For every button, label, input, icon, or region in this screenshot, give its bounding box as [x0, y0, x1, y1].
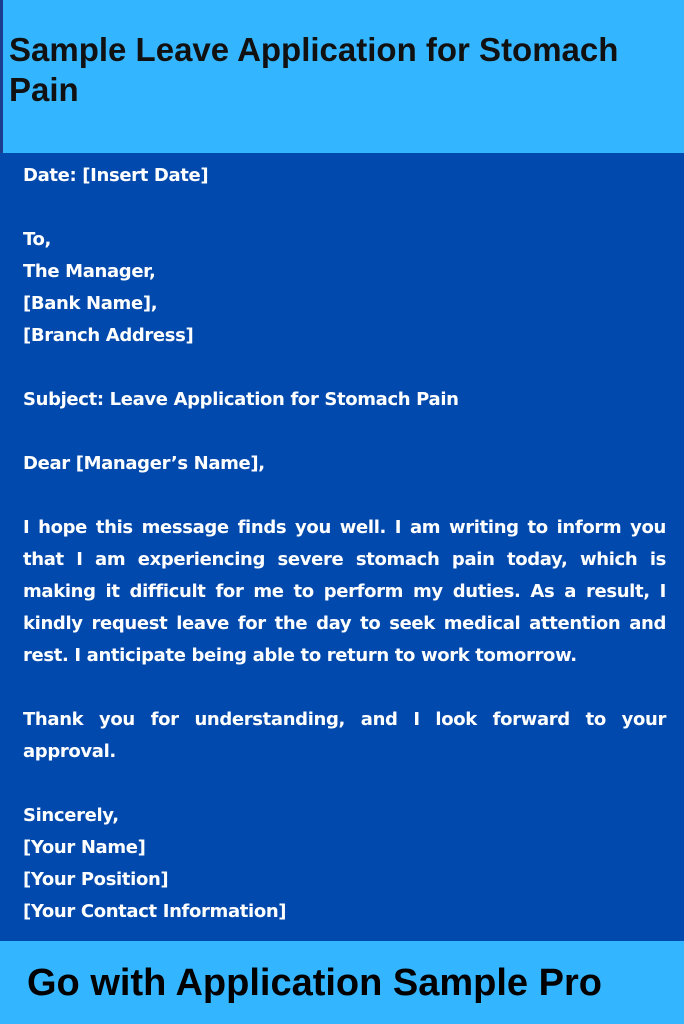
letter-body-paragraph: I hope this message finds you well. I am writing to inform you that I am experiencing severe stomach pain today, which is making it difficult for me to perform my duties. As a result, I kindly request leave for the day to seek medical attention and rest. I anticipate being able to return to work tomorrow. — [23, 517, 666, 666]
letter-body — [0, 153, 684, 941]
spacer — [23, 672, 666, 704]
letter-branch-address: [Branch Address] — [23, 325, 194, 346]
letter-salutation: Dear [Manager’s Name], — [23, 453, 265, 474]
letter-date: Date: [Insert Date] — [23, 165, 209, 186]
footer-banner — [0, 941, 684, 1024]
letter-thanks-paragraph: Thank you for understanding, and I look forward to your approval. — [23, 709, 666, 762]
spacer — [23, 768, 666, 800]
letter-bank-name: [Bank Name], — [23, 293, 158, 314]
spacer — [23, 480, 666, 512]
letter-to: To, — [23, 229, 52, 250]
letter-your-position: [Your Position] — [23, 869, 169, 890]
spacer — [23, 352, 666, 384]
letter-your-name: [Your Name] — [23, 837, 146, 858]
page-title: Sample Leave Application for Stomach Pain — [9, 31, 619, 108]
letter-your-contact: [Your Contact Information] — [23, 901, 287, 922]
spacer — [23, 192, 666, 224]
footer-brand-text: Go with Application Sample Pro — [27, 962, 602, 1004]
letter-subject: Subject: Leave Application for Stomach Pain — [23, 389, 459, 410]
letter-closing: Sincerely, — [23, 805, 119, 826]
spacer — [23, 416, 666, 448]
letter-recipient: The Manager, — [23, 261, 156, 282]
header-banner — [0, 0, 684, 153]
